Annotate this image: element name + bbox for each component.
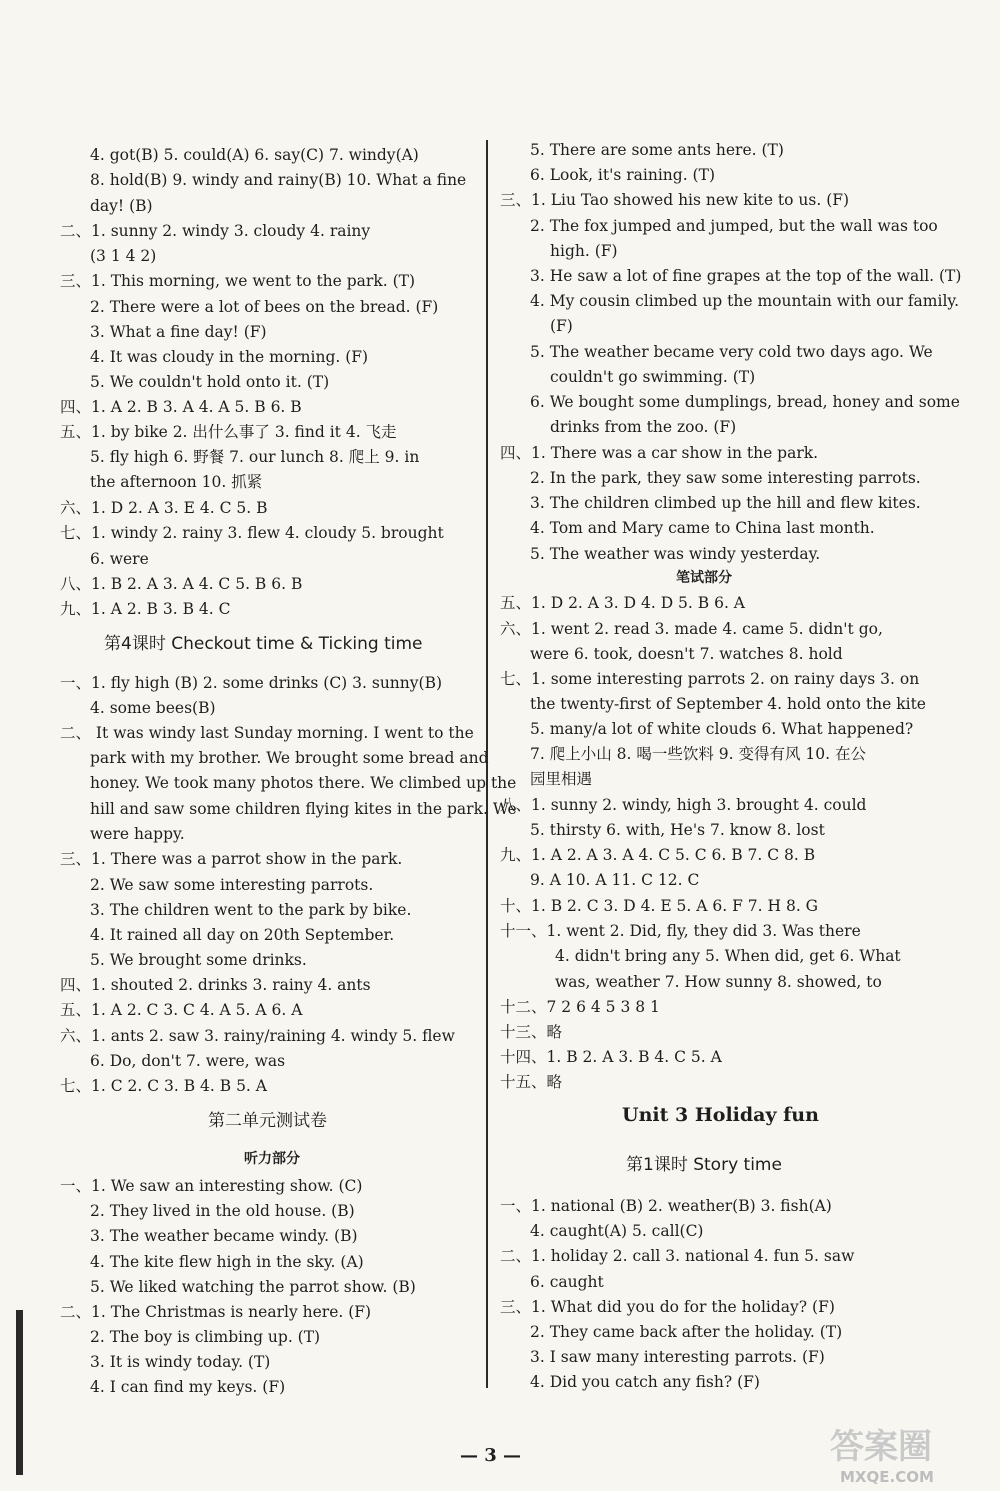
answer-line: 五、1. by bike 2. 出什么事了 3. find it 4. 飞走 (60, 423, 397, 441)
answer-line: 六、1. went 2. read 3. made 4. came 5. didn't go, (500, 620, 883, 638)
watermark-main: 答案圈 (830, 1427, 932, 1467)
answer-line: 八、1. sunny 2. windy, high 3. brought 4. could (500, 796, 867, 814)
answer-line: 6. caught (530, 1273, 604, 1291)
answer-line: 2. They came back after the holiday. (T) (530, 1323, 843, 1341)
answer-line: 3. I saw many interesting parrots. (F) (530, 1348, 825, 1366)
answer-line: 四、1. shouted 2. drinks 3. rainy 4. ants (60, 976, 371, 994)
answer-line: 4. The kite flew high in the sky. (A) (90, 1253, 364, 1271)
answer-line: 4. Did you catch any fish? (F) (530, 1373, 760, 1391)
answer-line: 十二、7 2 6 4 5 3 8 1 (500, 998, 660, 1016)
answer-line: 2. They lived in the old house. (B) (90, 1202, 355, 1220)
lesson4-title: 第4课时 Checkout time & Ticking time (104, 634, 423, 654)
answer-line: 7. 爬上小山 8. 喝一些饮料 9. 变得有风 10. 在公 (530, 745, 867, 763)
answer-line: 2. In the park, they saw some interesting parrots. (530, 469, 921, 487)
answer-line: honey. We took many photos there. We climbed up the (90, 774, 517, 792)
answer-line: high. (F) (550, 242, 618, 260)
answer-line: 5. thirsty 6. with, He's 7. know 8. lost (530, 821, 825, 839)
answer-line: 4. It rained all day on 20th September. (90, 926, 395, 944)
answer-line: 七、1. windy 2. rainy 3. flew 4. cloudy 5. brought (60, 524, 444, 542)
answer-line: 六、1. D 2. A 3. E 4. C 5. B (60, 499, 268, 517)
answer-line: 3. The children went to the park by bike. (90, 901, 412, 919)
answer-line: 十三、略 (500, 1023, 563, 1041)
answer-line: 一、1. national (B) 2. weather(B) 3. fish(A) (500, 1197, 832, 1215)
answer-line: 八、1. B 2. A 3. A 4. C 5. B 6. B (60, 575, 303, 593)
answer-line: 6. We bought some dumplings, bread, honey and some (530, 393, 960, 411)
answer-line: 九、1. A 2. A 3. A 4. C 5. C 6. B 7. C 8. B (500, 846, 816, 864)
answer-line: 5. The weather became very cold two days ago. We (530, 343, 933, 361)
answer-line: 三、1. There was a parrot show in the park. (60, 850, 403, 868)
answer-line: (F) (550, 317, 573, 335)
answer-line: 5. We liked watching the parrot show. (B) (90, 1278, 416, 1296)
page-edge-shadow (16, 1310, 23, 1475)
answer-line: 4. It was cloudy in the morning. (F) (90, 348, 369, 366)
answer-line: 3. The weather became windy. (B) (90, 1227, 358, 1245)
answer-line: 3. What a fine day! (F) (90, 323, 267, 341)
answer-line: 十五、略 (500, 1073, 563, 1091)
answer-line: 十四、1. B 2. A 3. B 4. C 5. A (500, 1048, 722, 1066)
answer-line: 二、1. sunny 2. windy 3. cloudy 4. rainy (60, 222, 371, 240)
answer-line: 六、1. ants 2. saw 3. rainy/raining 4. windy 5. flew (60, 1027, 455, 1045)
answer-line: 9. A 10. A 11. C 12. C (530, 871, 700, 889)
answer-line: the afternoon 10. 抓紧 (90, 473, 263, 491)
answer-line: 5. We brought some drinks. (90, 951, 307, 969)
answer-line: 二、 It was windy last Sunday morning. I went to the (60, 724, 474, 742)
answer-line: 4. My cousin climbed up the mountain with our family. (530, 292, 960, 310)
answer-line: 3. The children climbed up the hill and flew kites. (530, 494, 921, 512)
answer-line: 四、1. A 2. B 3. A 4. A 5. B 6. B (60, 398, 302, 416)
answer-line: 2. There were a lot of bees on the bread. (F) (90, 298, 439, 316)
answer-line: 四、1. There was a car show in the park. (500, 444, 819, 462)
answer-line: 6. Look, it's raining. (T) (530, 166, 715, 184)
answer-line: 5. We couldn't hold onto it. (T) (90, 373, 330, 391)
answer-line: were happy. (90, 825, 185, 843)
answer-line: 二、1. holiday 2. call 3. national 4. fun 5. saw (500, 1247, 855, 1265)
answer-line: 4. I can find my keys. (F) (90, 1378, 286, 1396)
answer-line: couldn't go swimming. (T) (550, 368, 756, 386)
lesson1-title: 第1课时 Story time (626, 1155, 782, 1175)
answer-line: (3 1 4 2) (90, 247, 157, 265)
answer-line: 七、1. some interesting parrots 2. on rainy days 3. on (500, 670, 920, 688)
listening-section-label: 听力部分 (244, 1151, 300, 1167)
watermark-logo (820, 1420, 980, 1490)
answer-line: 七、1. C 2. C 3. B 4. B 5. A (60, 1077, 267, 1095)
answer-line: was, weather 7. How sunny 8. showed, to (555, 973, 882, 991)
unit-test-title: 第二单元测试卷 (208, 1111, 327, 1131)
answer-line: 5. fly high 6. 野餐 7. our lunch 8. 爬上 9. in (90, 448, 420, 466)
answer-line: hill and saw some children flying kites in the park. We (90, 800, 517, 818)
page-number: — 3 — (460, 1445, 522, 1466)
written-section-label: 笔试部分 (676, 570, 732, 586)
answer-line: 3. It is windy today. (T) (90, 1353, 271, 1371)
answer-line: drinks from the zoo. (F) (550, 418, 737, 436)
answer-line: 8. hold(B) 9. windy and rainy(B) 10. What a fine (90, 171, 467, 189)
answer-line: 4. got(B) 5. could(A) 6. say(C) 7. windy(A) (90, 146, 419, 164)
answer-line: 4. Tom and Mary came to China last month. (530, 519, 875, 537)
answer-line: park with my brother. We brought some bread and (90, 749, 489, 767)
answer-line: 5. There are some ants here. (T) (530, 141, 784, 159)
answer-line: 4. some bees(B) (90, 699, 216, 717)
answer-line: 二、1. The Christmas is nearly here. (F) (60, 1303, 372, 1321)
answer-line: 十一、1. went 2. Did, fly, they did 3. Was there (500, 922, 861, 940)
answer-line: 5. The weather was windy yesterday. (530, 545, 821, 563)
answer-line: 4. didn't bring any 5. When did, get 6. What (555, 947, 901, 965)
answer-line: 五、1. D 2. A 3. D 4. D 5. B 6. A (500, 594, 745, 612)
unit3-title: Unit 3 Holiday fun (622, 1104, 819, 1126)
answer-line: 一、1. fly high (B) 2. some drinks (C) 3. sunny(B) (60, 674, 443, 692)
answer-line: 2. The fox jumped and jumped, but the wall was too (530, 217, 938, 235)
answer-line: the twenty-first of September 4. hold onto the kite (530, 695, 926, 713)
answer-line: 一、1. We saw an interesting show. (C) (60, 1177, 363, 1195)
answer-line: 园里相遇 (530, 770, 593, 788)
answer-line: 五、1. A 2. C 3. C 4. A 5. A 6. A (60, 1001, 303, 1019)
answer-line: day! (B) (90, 197, 153, 215)
answer-line: 2. The boy is climbing up. (T) (90, 1328, 321, 1346)
answer-line: 九、1. A 2. B 3. B 4. C (60, 600, 231, 618)
answer-line: 6. Do, don't 7. were, was (90, 1052, 286, 1070)
answer-line: were 6. took, doesn't 7. watches 8. hold (530, 645, 843, 663)
answer-line: 三、1. Liu Tao showed his new kite to us. (F) (500, 191, 850, 209)
answer-line: 三、1. What did you do for the holiday? (F) (500, 1298, 835, 1316)
answer-line: 2. We saw some interesting parrots. (90, 876, 374, 894)
answer-line: 4. caught(A) 5. call(C) (530, 1222, 704, 1240)
answer-line: 十、1. B 2. C 3. D 4. E 5. A 6. F 7. H 8. G (500, 897, 819, 915)
answer-line: 三、1. This morning, we went to the park. (T) (60, 272, 416, 290)
answer-line: 6. were (90, 550, 149, 568)
answer-line: 3. He saw a lot of fine grapes at the top of the wall. (T) (530, 267, 962, 285)
answer-line: 5. many/a lot of white clouds 6. What happened? (530, 720, 914, 738)
watermark-sub: MXQE.COM (840, 1468, 934, 1486)
